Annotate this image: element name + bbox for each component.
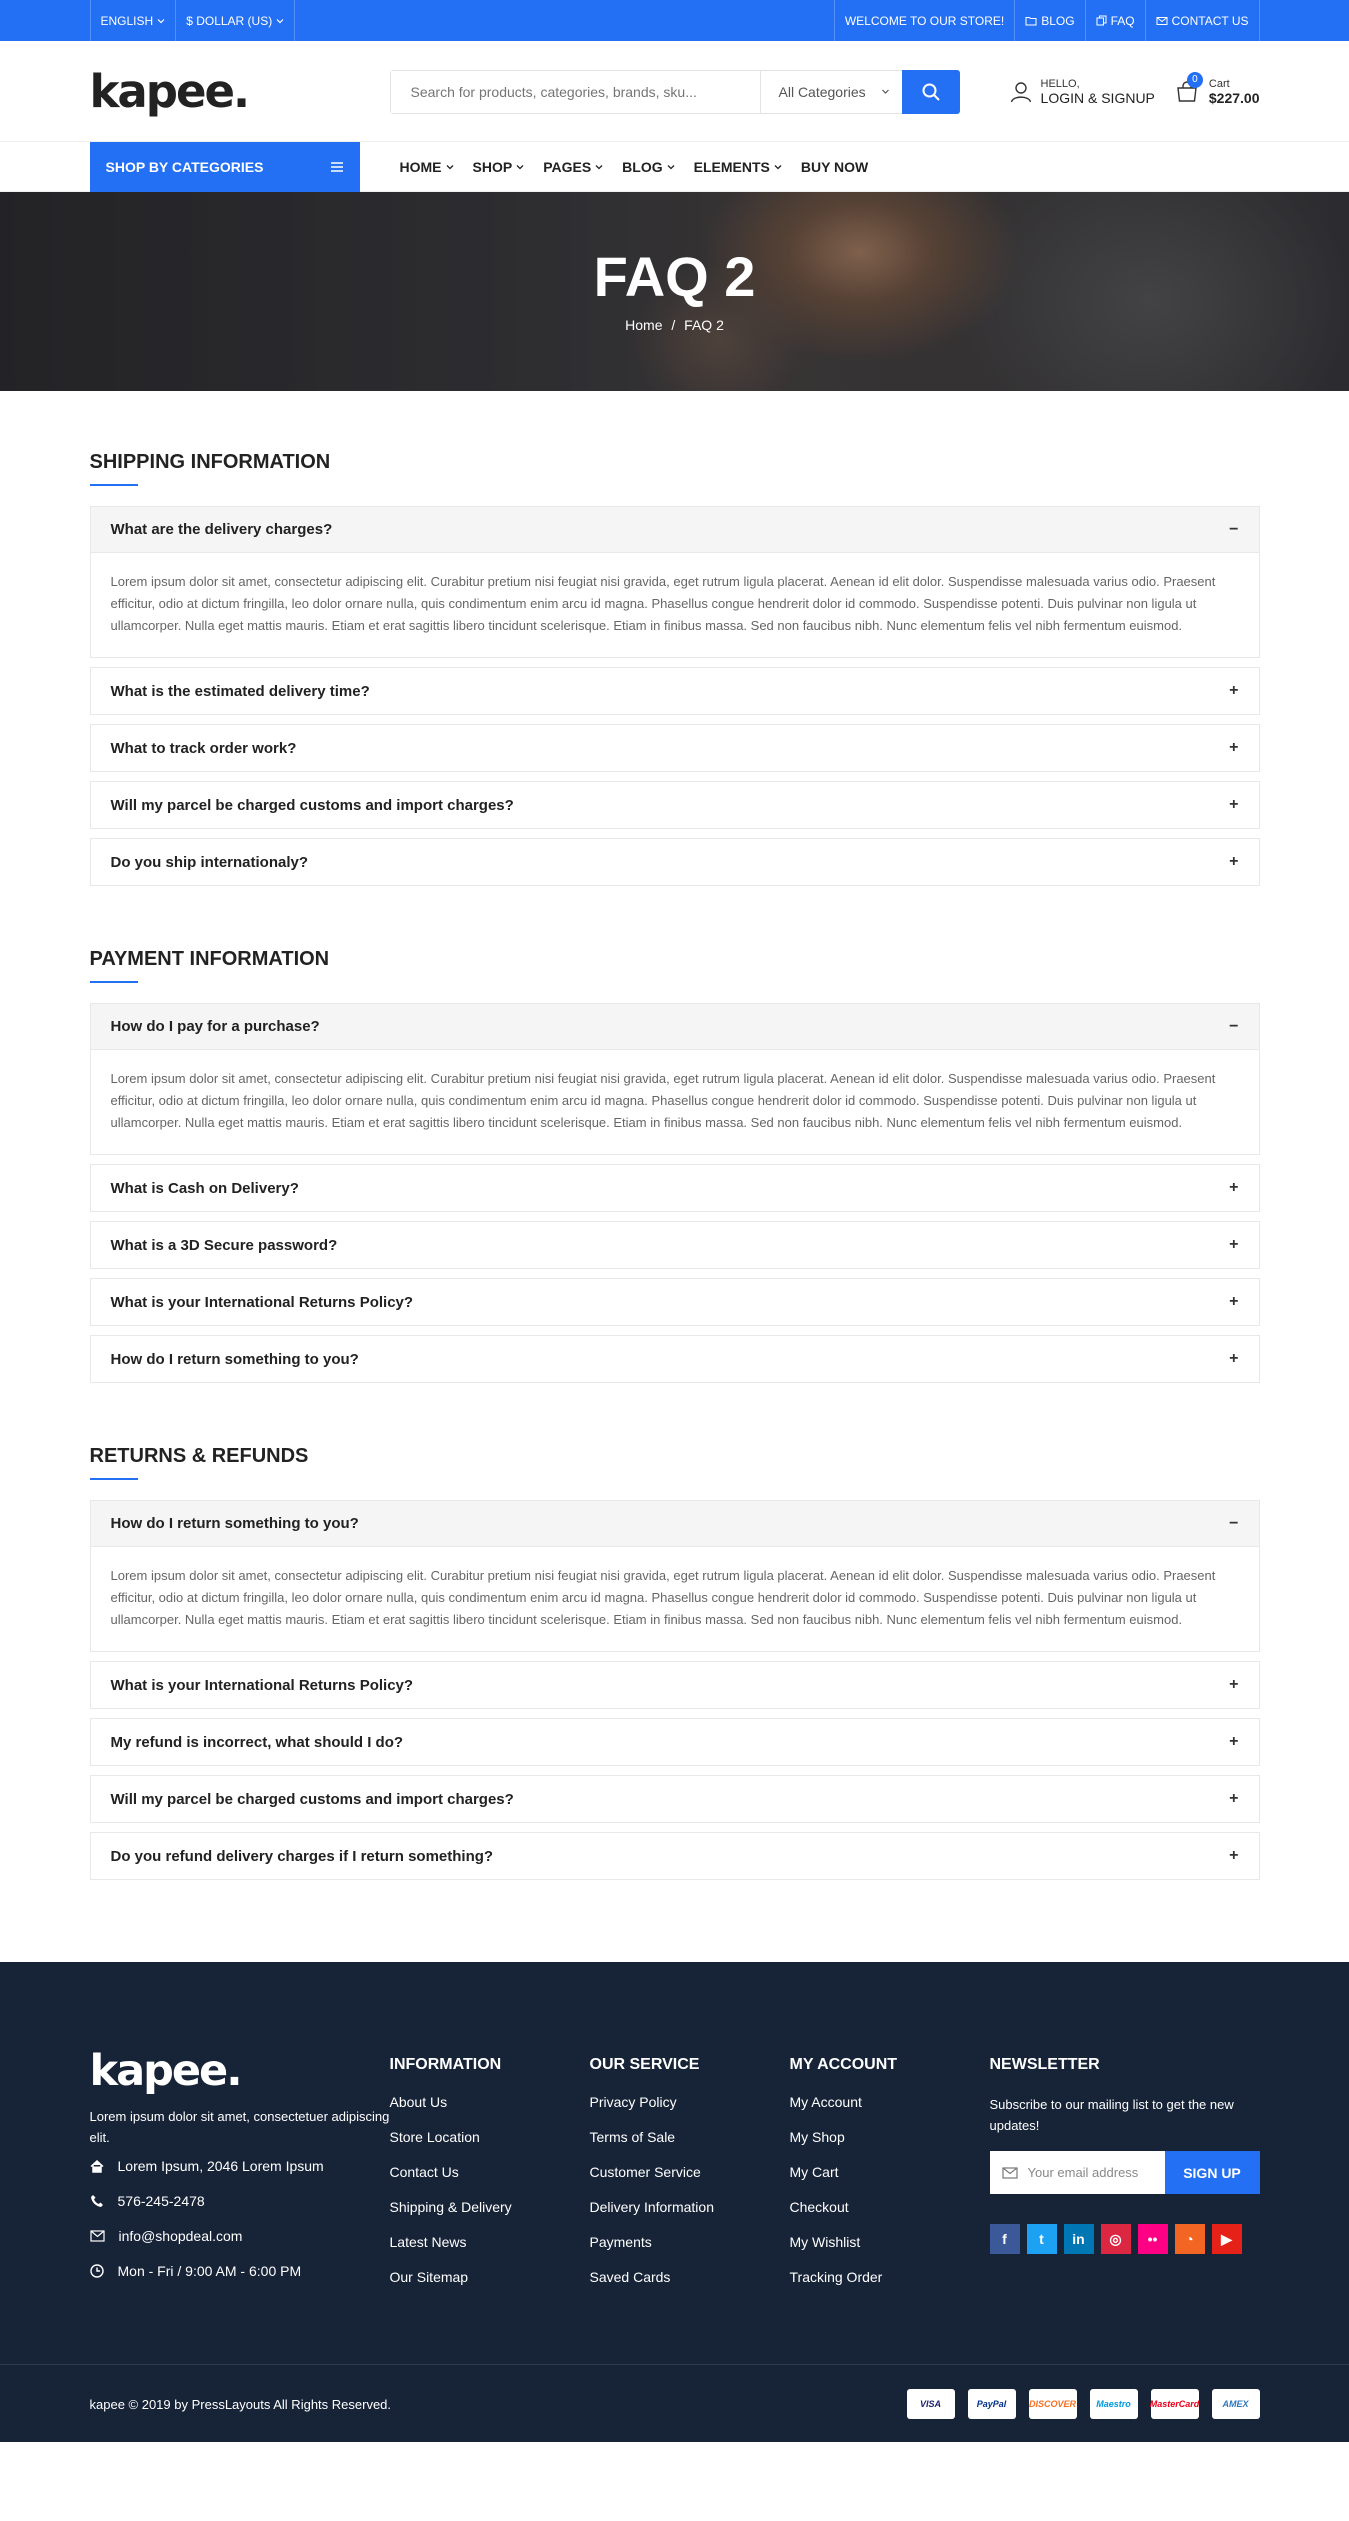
welcome-text: WELCOME TO OUR STORE! (834, 0, 1014, 41)
footer-link[interactable]: About Us (389, 2094, 448, 2110)
clock-icon (90, 2264, 104, 2278)
faq-section (90, 1445, 1260, 1880)
discover-icon: DISCOVER (1029, 2389, 1077, 2419)
breadcrumb-home[interactable]: Home (625, 317, 663, 333)
faq-question[interactable] (91, 1662, 1259, 1708)
faq-item (90, 1500, 1260, 1652)
footer-newsletter (990, 2046, 1260, 2304)
search-button[interactable] (902, 70, 960, 114)
chevron-down-icon (595, 163, 603, 171)
search-bar (390, 70, 960, 114)
nav-menu (400, 142, 869, 192)
nav-item-label: HOME (399, 159, 442, 175)
faq-question[interactable] (91, 1776, 1259, 1822)
nav-item-shop[interactable] (473, 159, 525, 175)
category-select[interactable] (760, 71, 902, 113)
chevron-down-icon (446, 163, 454, 171)
cart-link[interactable] (1175, 74, 1260, 106)
topbar (0, 0, 1349, 41)
chevron-down-icon (157, 17, 165, 25)
amex-icon: AMEX (1212, 2389, 1260, 2419)
faq-question[interactable] (91, 507, 1259, 553)
nav-item-home[interactable] (400, 159, 454, 175)
faq-item (90, 1718, 1260, 1766)
chevron-down-icon (667, 163, 675, 171)
plus-icon[interactable]: + (1229, 1847, 1239, 1864)
payment-methods (907, 2389, 1260, 2419)
language-selector[interactable] (90, 0, 176, 41)
footer-link[interactable]: Our Sitemap (389, 2269, 469, 2285)
login-label: LOGIN & SIGNUP (1040, 89, 1155, 106)
logo[interactable]: kapee. (89, 65, 249, 118)
rss-icon[interactable]: ◔ (1175, 2224, 1205, 2254)
page-banner (0, 192, 1349, 391)
language-label: ENGLISH (100, 13, 154, 28)
footer-link[interactable]: Terms of Sale (589, 2129, 676, 2145)
faq-item (90, 1221, 1260, 1269)
nav-item-buy-now[interactable] (801, 159, 868, 175)
nav-item-label: BLOG (622, 159, 663, 175)
shop-by-categories-label: SHOP BY CATEGORIES (105, 159, 264, 175)
footer-link[interactable]: Checkout (789, 2199, 849, 2215)
signup-button[interactable]: SIGN UP (1165, 2151, 1260, 2194)
faq-item (90, 781, 1260, 829)
cart-total: $227.00 (1208, 89, 1260, 106)
footer-service-title: OUR SERVICE (589, 2056, 700, 2073)
footer-link[interactable]: Tracking Order (789, 2269, 883, 2285)
menu-icon (330, 161, 344, 173)
faq-answer: Lorem ipsum dolor sit amet, consectetur adipiscing elit. Curabitur pretium nisi feugiat nisi gravida, eget rutrum ligula placerat. Aenean id elit dolor. Suspendisse malesuada varius odio. Praesent efficitur, odio at dictum fringilla, leo dolor ornare nulla, quis condimentum enim arcu id magna. Phasellus congue hendrerit dolor id commodo. Suspendisse potenti. Duis pulvinar non ligula ut ullamcorper. Nulla eget mattis mauris. Etiam et erat sagittis libero tincidunt scelerisque. Etiam in finibus massa. Sed non faucibus nibh. Nunc elementum felis vel nibh fermentum euismod. (110, 1568, 1216, 1627)
plus-icon[interactable]: + (1229, 1733, 1239, 1750)
faq-section-title: SHIPPING INFORMATION (89, 451, 331, 473)
newsletter-form (990, 2151, 1260, 2194)
footer-logo[interactable]: kapee. (89, 2046, 241, 2096)
faq-item (90, 1661, 1260, 1709)
faq-question-text: Will my parcel be charged customs and import charges? (110, 1790, 514, 1808)
plus-icon[interactable]: + (1229, 682, 1239, 699)
chevron-down-icon (774, 163, 782, 171)
mastercard-icon: MasterCard (1151, 2389, 1199, 2419)
chevron-down-icon (881, 87, 890, 96)
nav-item-elements[interactable] (694, 159, 782, 175)
footer-link[interactable]: Shipping & Delivery (389, 2199, 512, 2215)
faq-question-text: What are the delivery charges? (110, 521, 333, 538)
minus-icon[interactable]: − (1229, 1514, 1239, 1532)
folder-icon (1025, 16, 1037, 26)
breadcrumb-current: FAQ 2 (684, 317, 724, 333)
footer-about (90, 2046, 390, 2304)
plus-icon[interactable]: + (1229, 1676, 1239, 1693)
search-input[interactable] (391, 71, 760, 113)
faq-question[interactable] (91, 668, 1259, 714)
maestro-icon: Maestro (1090, 2389, 1138, 2419)
facebook-icon[interactable]: f (990, 2224, 1020, 2254)
envelope-icon (1002, 2167, 1018, 2179)
minus-icon[interactable]: − (1229, 1017, 1239, 1035)
faq-question-text: Will my parcel be charged customs and import charges? (110, 796, 514, 814)
footer-link[interactable]: Customer Service (589, 2164, 701, 2180)
faq-question[interactable] (91, 1279, 1259, 1325)
faq-question[interactable] (91, 1833, 1259, 1879)
faq-label: FAQ (1110, 13, 1135, 28)
faq-item (90, 724, 1260, 772)
currency-label: $ DOLLAR (US) (186, 13, 273, 28)
footer-address: Lorem Ipsum, 2046 Lorem Ipsum (90, 2158, 390, 2174)
login-link[interactable] (1009, 78, 1155, 106)
title-underline (90, 484, 138, 486)
minus-icon[interactable]: − (1229, 520, 1239, 538)
footer-link[interactable]: Store Location (389, 2129, 480, 2145)
envelope-icon (1156, 16, 1168, 26)
breadcrumb (0, 317, 1349, 333)
faq-item (90, 1164, 1260, 1212)
page-title: FAQ 2 (593, 245, 756, 308)
footer (0, 1962, 1349, 2442)
twitter-icon[interactable]: t (1027, 2224, 1057, 2254)
footer-phone: 576-245-2478 (90, 2193, 390, 2209)
footer-link[interactable]: Privacy Policy (589, 2094, 677, 2110)
footer-account (790, 2046, 990, 2304)
footer-link[interactable]: My Cart (789, 2164, 839, 2180)
plus-icon[interactable]: + (1229, 853, 1239, 870)
category-select-value: All Categories (778, 83, 866, 100)
footer-link[interactable]: Payments (589, 2234, 652, 2250)
faq-question-text: What is the estimated delivery time? (110, 682, 370, 700)
footer-service (590, 2046, 790, 2304)
home-icon (90, 2160, 104, 2173)
footer-email: info@shopdeal.com (90, 2228, 390, 2244)
envelope-icon (90, 2230, 105, 2242)
copyright: kapee © 2019 by PressLayouts All Rights Reserved. (89, 2396, 392, 2412)
faq-question[interactable] (91, 1004, 1259, 1050)
newsletter-title: NEWSLETTER (989, 2056, 1100, 2073)
chevron-down-icon (516, 163, 524, 171)
shop-by-categories-button[interactable] (90, 142, 360, 192)
faq-item (90, 1003, 1260, 1155)
newsletter-email-input[interactable] (990, 2151, 1165, 2194)
faq-question-text: What is your International Returns Policy? (110, 1676, 414, 1694)
youtube-icon[interactable]: ▶ (1212, 2224, 1242, 2254)
linkedin-icon[interactable]: in (1064, 2224, 1094, 2254)
cart-count-badge: 0 (1187, 72, 1203, 88)
faq-question-text: Do you ship internationaly? (110, 853, 309, 871)
header (0, 41, 1349, 142)
faq-question[interactable] (91, 1719, 1259, 1765)
hello-label: HELLO, (1040, 77, 1080, 90)
faq-question[interactable] (91, 839, 1259, 885)
nav-item-label: SHOP (472, 159, 513, 175)
nav-item-label: BUY NOW (800, 159, 869, 175)
plus-icon[interactable]: + (1229, 1293, 1239, 1310)
faq-question-text: How do I return something to you? (110, 1515, 359, 1532)
plus-icon[interactable]: + (1229, 1179, 1239, 1196)
footer-information-title: INFORMATION (389, 2056, 502, 2073)
faq-question[interactable] (91, 1336, 1259, 1382)
breadcrumb-separator: / (671, 317, 676, 333)
faq-question-text: My refund is incorrect, what should I do? (110, 1733, 404, 1751)
title-underline (90, 1478, 138, 1480)
faq-section (90, 948, 1260, 1383)
faq-question-text: How do I return something to you? (110, 1350, 359, 1368)
faq-question-text: How do I pay for a purchase? (110, 1018, 320, 1035)
topbar-contact-link[interactable] (1145, 0, 1260, 41)
phone-icon (90, 2194, 104, 2208)
footer-account-title: MY ACCOUNT (789, 2056, 898, 2073)
newsletter-placeholder: Your email address (1027, 2165, 1139, 2180)
nav-item-label: ELEMENTS (693, 159, 770, 175)
faq-question-text: What is your International Returns Policy? (110, 1293, 414, 1311)
faq-question[interactable] (91, 1222, 1259, 1268)
faq-item (90, 1335, 1260, 1383)
contact-label: CONTACT US (1171, 13, 1249, 28)
footer-link[interactable]: Contact Us (389, 2164, 459, 2180)
plus-icon[interactable]: + (1229, 739, 1239, 756)
footer-link[interactable]: Delivery Information (589, 2199, 714, 2215)
chevron-down-icon (276, 17, 284, 25)
plus-icon[interactable]: + (1229, 796, 1239, 813)
footer-link[interactable]: My Shop (789, 2129, 845, 2145)
footer-about-text: Lorem ipsum dolor sit amet, consectetuer adipiscing elit. (89, 2109, 390, 2145)
faq-question[interactable] (91, 725, 1259, 771)
faq-question[interactable] (91, 782, 1259, 828)
nav-item-pages[interactable] (543, 159, 603, 175)
faq-section-title: PAYMENT INFORMATION (89, 948, 330, 970)
user-icon (1009, 80, 1033, 104)
cart-label: Cart (1208, 77, 1230, 90)
faq-question[interactable] (91, 1165, 1259, 1211)
newsletter-desc: Subscribe to our mailing list to get the new updates! (989, 2097, 1234, 2133)
faq-item (90, 506, 1260, 658)
paypal-icon: PayPal (968, 2389, 1016, 2419)
plus-icon[interactable]: + (1229, 1236, 1239, 1253)
footer-link[interactable]: Latest News (389, 2234, 467, 2250)
faq-answer: Lorem ipsum dolor sit amet, consectetur adipiscing elit. Curabitur pretium nisi feugiat nisi gravida, eget rutrum ligula placerat. Aenean id elit dolor. Suspendisse malesuada varius odio. Praesent efficitur, odio at dictum fringilla, leo dolor ornare nulla, quis condimentum enim arcu id magna. Phasellus congue hendrerit dolor id commodo. Suspendisse potenti. Duis pulvinar non ligula ut ullamcorper. Nulla eget mattis mauris. Etiam et erat sagittis libero tincidunt scelerisque. Etiam in finibus massa. Sed non faucibus nibh. Nunc elementum felis vel nibh fermentum euismod. (110, 574, 1216, 633)
footer-link[interactable]: My Account (789, 2094, 862, 2110)
footer-hours: Mon - Fri / 9:00 AM - 6:00 PM (90, 2263, 390, 2279)
plus-icon[interactable]: + (1229, 1790, 1239, 1807)
nav-item-blog[interactable] (622, 159, 674, 175)
footer-information (390, 2046, 590, 2304)
faq-item (90, 667, 1260, 715)
plus-icon[interactable]: + (1229, 1350, 1239, 1367)
topbar-blog-link[interactable] (1014, 0, 1084, 41)
blog-label: BLOG (1041, 13, 1075, 28)
faq-question-text: What to track order work? (110, 739, 297, 757)
title-underline (90, 981, 138, 983)
faq-section (90, 451, 1260, 886)
currency-selector[interactable] (175, 0, 295, 41)
footer-link[interactable]: My Wishlist (789, 2234, 861, 2250)
topbar-faq-link[interactable] (1085, 0, 1145, 41)
faq-item (90, 1832, 1260, 1880)
faq-section-title: RETURNS & REFUNDS (89, 1445, 309, 1467)
footer-link[interactable]: Saved Cards (589, 2269, 671, 2285)
flickr-icon[interactable]: •• (1138, 2224, 1168, 2254)
faq-question-text: Do you refund delivery charges if I return something? (110, 1847, 494, 1865)
instagram-icon[interactable]: ◎ (1101, 2224, 1131, 2254)
faq-item (90, 1278, 1260, 1326)
copy-icon (1096, 15, 1107, 26)
faq-item (90, 838, 1260, 886)
nav-item-label: PAGES (543, 159, 592, 175)
main-nav (0, 142, 1349, 192)
faq-question[interactable] (91, 1501, 1259, 1547)
faq-answer: Lorem ipsum dolor sit amet, consectetur adipiscing elit. Curabitur pretium nisi feugiat nisi gravida, eget rutrum ligula placerat. Aenean id elit dolor. Suspendisse malesuada varius odio. Praesent efficitur, odio at dictum fringilla, leo dolor ornare nulla, quis condimentum enim arcu id magna. Phasellus congue hendrerit dolor id commodo. Suspendisse potenti. Duis pulvinar non ligula ut ullamcorper. Nulla eget mattis mauris. Etiam et erat sagittis libero tincidunt scelerisque. Etiam in finibus massa. Sed non faucibus nibh. Nunc elementum felis vel nibh fermentum euismod. (110, 1071, 1216, 1130)
faq-item (90, 1775, 1260, 1823)
search-icon (921, 82, 941, 102)
visa-icon: VISA (907, 2389, 955, 2419)
social-links (990, 2224, 1260, 2254)
faq-question-text: What is a 3D Secure password? (110, 1236, 338, 1254)
faq-question-text: What is Cash on Delivery? (110, 1179, 299, 1197)
faq-content (0, 391, 1349, 1962)
footer-bottom (0, 2364, 1349, 2442)
